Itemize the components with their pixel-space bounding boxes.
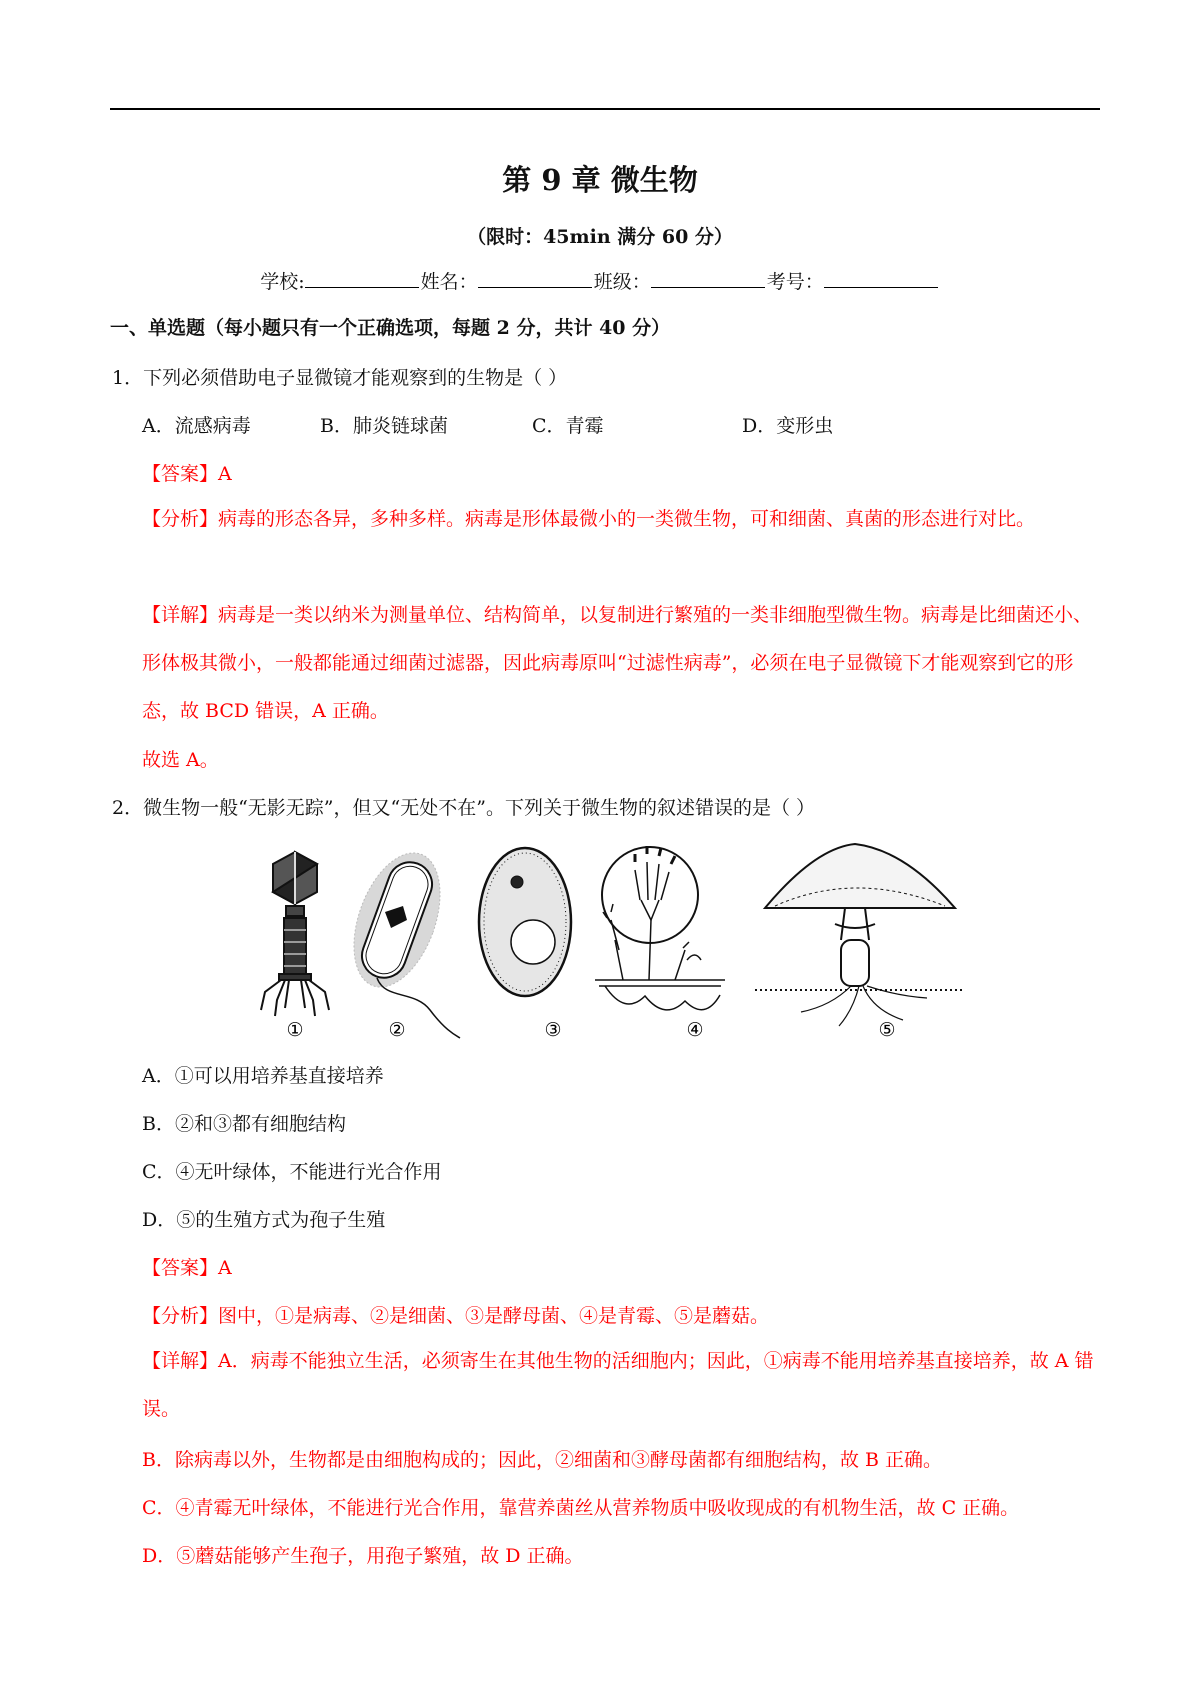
school-label: 学校:	[260, 271, 305, 293]
exam-no-blank[interactable]	[824, 269, 938, 288]
student-info-line	[0, 267, 1200, 294]
q1-answer: 【答案】A	[142, 463, 232, 485]
figure-label-4: ④	[686, 1019, 704, 1040]
q2-detail-d: D．⑤蘑菇能够产生孢子，用孢子繁殖，故 D 正确。	[142, 1545, 584, 1567]
header-rule	[110, 108, 1100, 110]
class-blank[interactable]	[651, 269, 765, 288]
q2-option-d: D．⑤的生殖方式为孢子生殖	[142, 1209, 386, 1231]
section-heading: 一、单选题（每小题只有一个正确选项，每题 2 分，共计 40 分）	[110, 317, 671, 339]
class-label: 班级：	[593, 271, 651, 293]
q2-option-b: B．②和③都有细胞结构	[142, 1113, 346, 1135]
q2-analysis: 【分析】图中，①是病毒、②是细菌、③是酵母菌、④是青霉、⑤是蘑菇。	[142, 1305, 770, 1327]
q1-option-a: A．流感病毒	[142, 415, 251, 437]
q2-option-c: C．④无叶绿体，不能进行光合作用	[142, 1161, 442, 1183]
question-1-stem: 1．下列必须借助电子显微镜才能观察到的生物是（ ）	[112, 367, 568, 389]
figure-label-2: ②	[388, 1019, 406, 1040]
q1-option-b: B．肺炎链球菌	[320, 415, 448, 437]
figure-label-3: ③	[544, 1019, 562, 1040]
penicillium-image	[595, 846, 725, 1010]
q2-detail-c: C．④青霉无叶绿体，不能进行光合作用，靠营养菌丝从营养物质中吸收现成的有机物生活，故 C 正确。	[142, 1497, 1020, 1519]
name-label: 姓名：	[420, 271, 478, 293]
q2-option-a: A．①可以用培养基直接培养	[142, 1065, 384, 1087]
yeast-cell-image	[479, 848, 571, 996]
q2-detail-b: B．除病毒以外，生物都是由细胞构成的；因此，②细菌和③酵母菌都有细胞结构，故 B 正确。	[142, 1449, 943, 1471]
page-title: 第 9 章 微生物	[502, 163, 698, 197]
microbe-figure	[255, 840, 995, 1040]
q1-analysis: 【分析】病毒的形态各异，多种多样。病毒是形体最微小的一类微生物，可和细菌、真菌的形态进行对比。	[142, 508, 1036, 530]
q2-detail-a: 【详解】A．病毒不能独立生活，必须寄生在其他生物的活细胞内；因此，①病毒不能用培养基直接培养，故 A 错误。	[142, 1350, 1094, 1420]
exam-subtitle: （限时：45min 满分 60 分）	[467, 226, 733, 248]
figure-label-1: ①	[286, 1019, 304, 1040]
q1-conclusion: 故选 A。	[142, 749, 219, 771]
q1-option-d: D．变形虫	[742, 415, 834, 437]
q1-detail: 【详解】病毒是一类以纳米为测量单位、结构简单，以复制进行繁殖的一类非细胞型微生物。病毒是比细菌还小、形体极其微小，一般都能通过细菌过滤器，因此病毒原叫“过滤性病毒”，必须在电子显微镜下才能观察到它的形态，故 BCD 错误，A 正确。	[142, 604, 1093, 722]
school-blank[interactable]	[305, 269, 419, 288]
bacteriophage-image	[261, 852, 329, 1016]
figure-label-5: ⑤	[878, 1019, 896, 1040]
mushroom-image	[755, 844, 965, 1026]
q1-option-c: C．青霉	[532, 415, 604, 437]
exam-no-label: 考号：	[766, 271, 824, 293]
question-2-stem: 2．微生物一般“无影无踪”，但又“无处不在”。下列关于微生物的叙述错误的是（ ）	[112, 797, 815, 819]
q2-answer: 【答案】A	[142, 1257, 232, 1279]
bacterium-image	[337, 841, 460, 1038]
name-blank[interactable]	[478, 269, 592, 288]
